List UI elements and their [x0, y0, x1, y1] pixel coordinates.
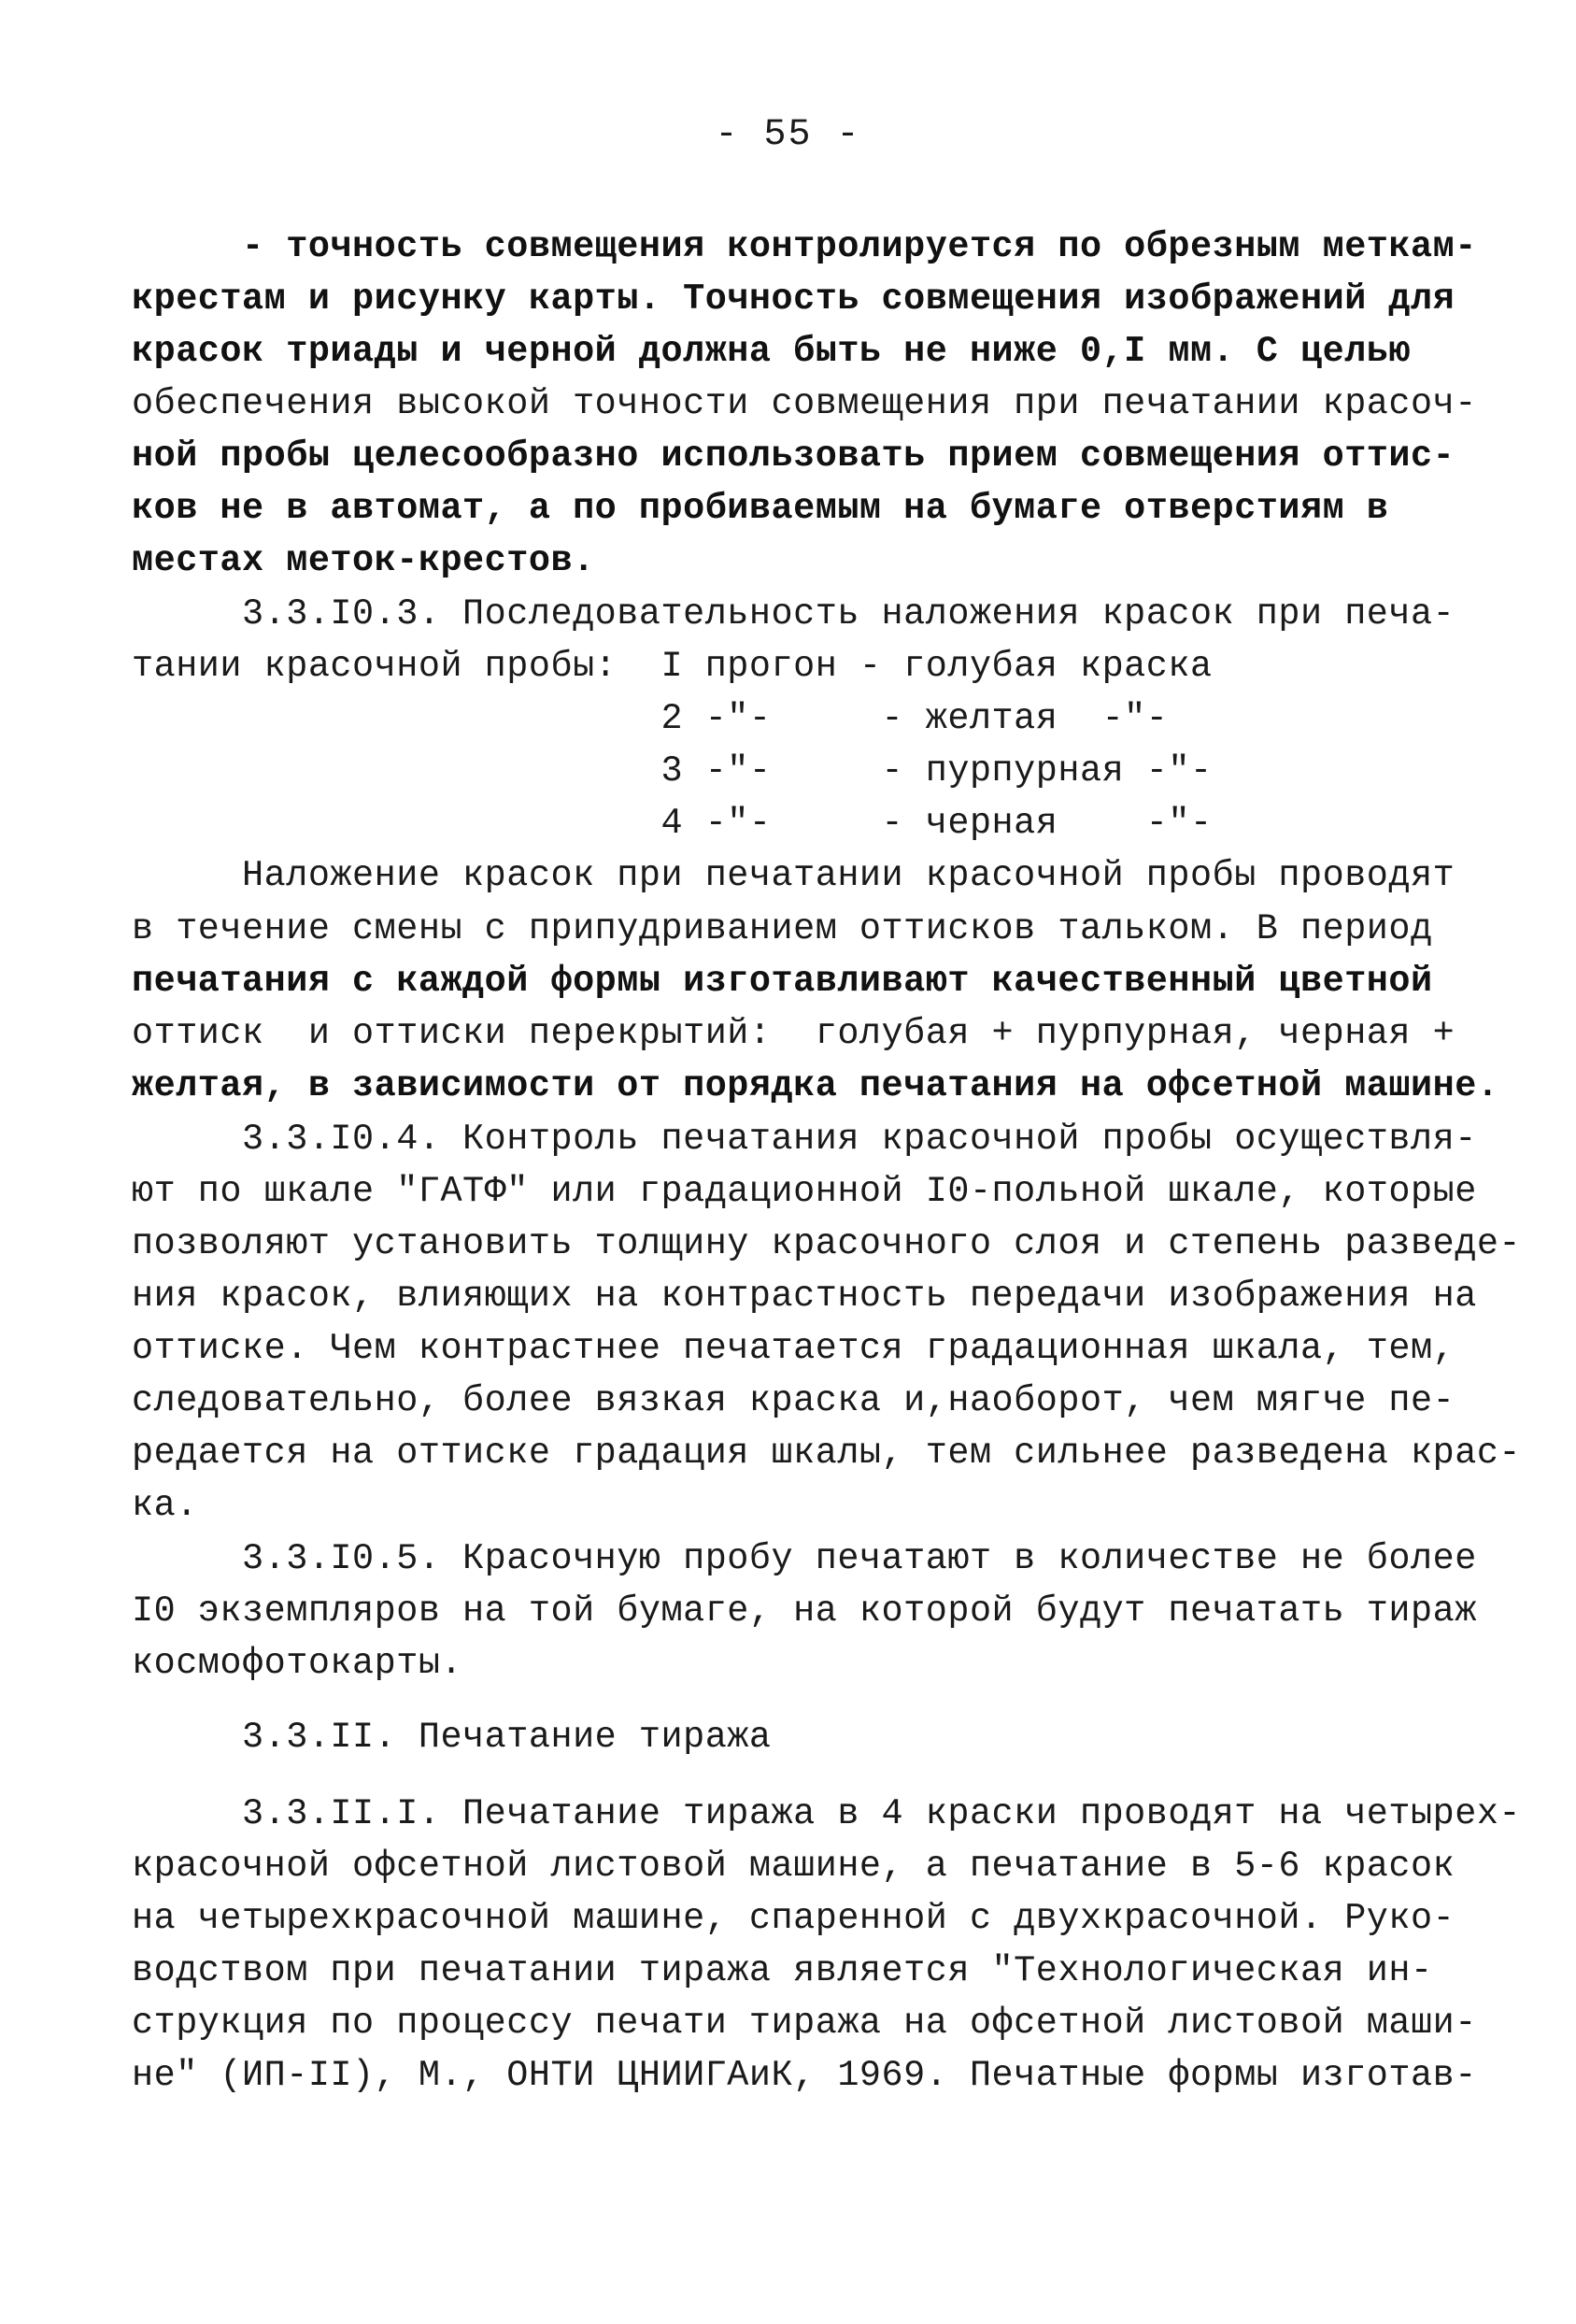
text-line: не" (ИП-II), М., ОНТИ ЦНИИГАиК, 1969. Печатные формы изготав-: [132, 2055, 1477, 2096]
text-line: на четырехкрасочной машине, спаренной с двухкрасочной. Руко-: [132, 1898, 1455, 1939]
page-number: - 55 -: [715, 114, 861, 156]
text-line: струкция по процессу печати тиража на офсетной листовой маши-: [132, 2003, 1477, 2044]
text-line: 4 -"- - черная -"-: [132, 803, 1213, 844]
text-line: 3.3.I0.4. Контроль печатания красочной пробы осуществля-: [132, 1119, 1477, 1160]
text-line: крестам и рисунку карты. Точность совмещения изображений для: [132, 278, 1455, 320]
text-line: красочной офсетной листовой машине, а печатание в 5-6 красок: [132, 1846, 1455, 1887]
text-line: ют по шкале "ГАТФ" или градационной I0-польной шкале, которые: [132, 1171, 1477, 1212]
text-line: красок триады и черной должна быть не ниже 0,I мм. С целью: [132, 331, 1412, 372]
text-line: - точность совмещения контролируется по обрезным меткам-: [132, 226, 1477, 267]
text-line: оттиск и оттиски перекрытий: голубая + пурпурная, черная +: [132, 1013, 1455, 1054]
text-line: водством при печатании тиража является "Технологическая ин-: [132, 1950, 1433, 1991]
text-line: 3.3.I0.3. Последовательность наложения красок при печа-: [132, 593, 1455, 634]
text-line: следовательно, более вязкая краска и,наоборот, чем мягче пе-: [132, 1380, 1455, 1421]
text-line: ков не в автомат, а по пробиваемым на бумаге отверстиям в: [132, 488, 1389, 529]
text-line: оттиске. Чем контрастнее печатается градационная шкала, тем,: [132, 1328, 1455, 1369]
text-line: тании красочной пробы: I прогон - голубая краска: [132, 646, 1213, 687]
text-line: 3 -"- - пурпурная -"-: [132, 750, 1213, 791]
text-line: редается на оттиске градация шкалы, тем сильнее разведена крас-: [132, 1433, 1522, 1474]
text-line: местах меток-крестов.: [132, 540, 595, 581]
text-line: 2 -"- - желтая -"-: [132, 698, 1169, 739]
text-line: печатания с каждой формы изготавливают качественный цветной: [132, 961, 1433, 1002]
text-line: 3.3.II.I. Печатание тиража в 4 краски проводят на четырех-: [132, 1793, 1522, 1834]
text-line: ния красок, влияющих на контрастность передачи изображения на: [132, 1276, 1477, 1317]
text-line: желтая, в зависимости от порядка печатания на офсетной машине.: [132, 1065, 1499, 1106]
text-line: I0 экземпляров на той бумаге, на которой будут печатать тираж: [132, 1590, 1477, 1632]
text-line: обеспечения высокой точности совмещения при печатании красоч-: [132, 383, 1477, 424]
text-line: ка.: [132, 1485, 198, 1526]
text-line: космофотокарты.: [132, 1643, 463, 1684]
text-line: ной пробы целесообразно использовать прием совмещения оттис-: [132, 435, 1455, 477]
text-line: в течение смены с припудриванием оттисков тальком. В период: [132, 908, 1433, 949]
section-heading: 3.3.II. Печатание тиража: [132, 1717, 772, 1758]
text-line: 3.3.I0.5. Красочную пробу печатают в количестве не более: [132, 1538, 1477, 1579]
text-line: Наложение красок при печатании красочной пробы проводят: [132, 855, 1455, 896]
text-line: позволяют установить толщину красочного слоя и степень разведе-: [132, 1223, 1522, 1264]
